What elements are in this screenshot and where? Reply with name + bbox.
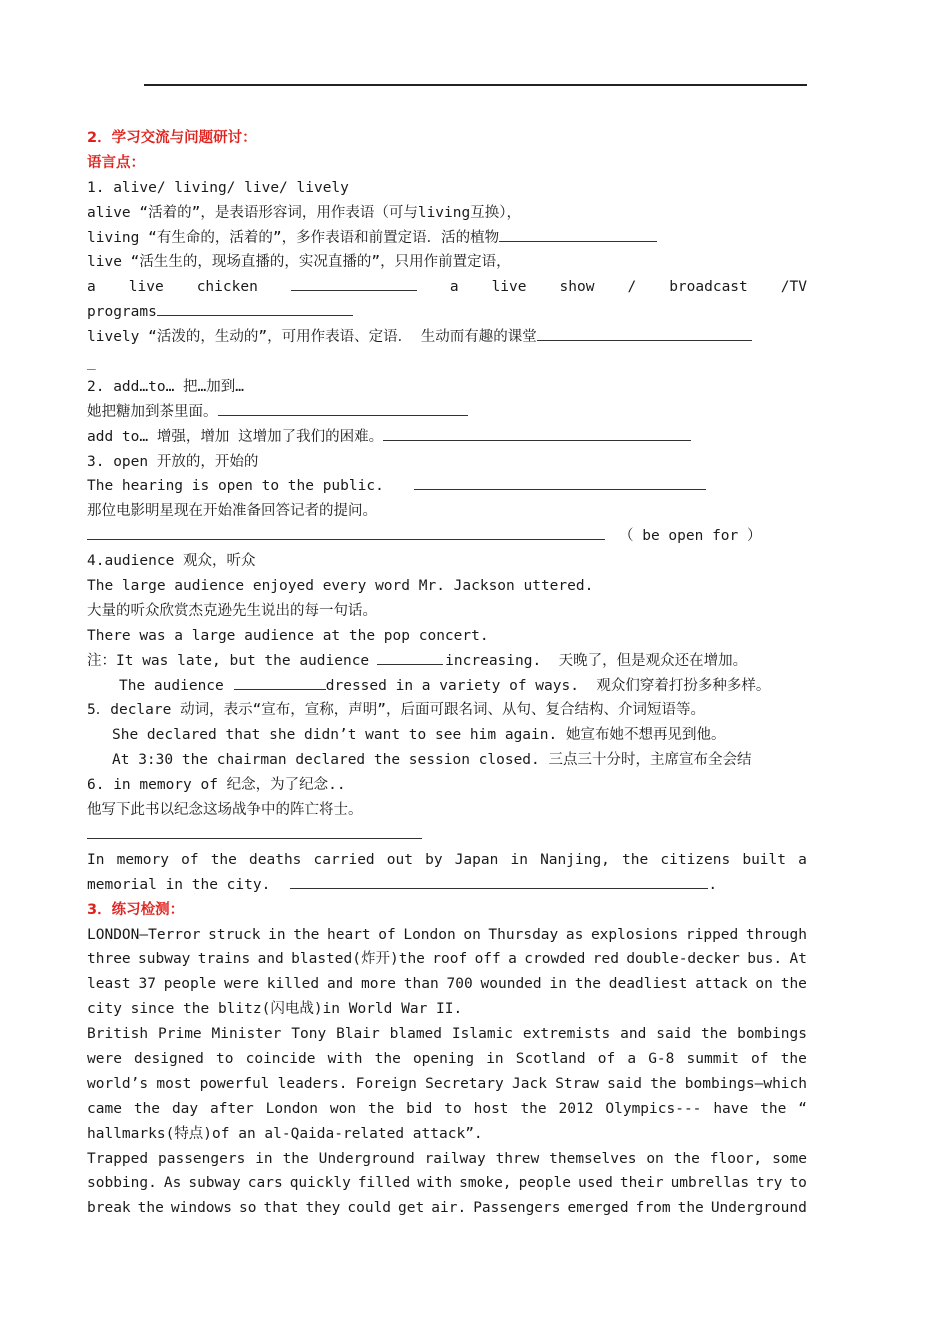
word: ripped — [685, 926, 739, 943]
word: chicken — [196, 279, 258, 296]
word: citizens — [660, 851, 731, 868]
document-body — [87, 126, 807, 1221]
word: windows — [170, 1200, 232, 1217]
sugar-blank[interactable] — [218, 400, 468, 416]
word: air. — [431, 1200, 467, 1217]
section-2-heading: 2．学习交流与问题研讨： — [87, 130, 257, 146]
item-5-title: 5．declare 动词，表示“宣布，宣称，声明”，后面可跟名词、从句、复合结构、介词短语等。 — [87, 702, 706, 719]
word: that — [263, 1200, 299, 1217]
word: live — [491, 279, 527, 296]
word: quickly — [289, 1175, 351, 1192]
living-plant-blank[interactable] — [499, 226, 657, 242]
word: to — [789, 1175, 807, 1192]
movie-star-blank[interactable] — [87, 524, 605, 540]
word: railway — [424, 1150, 486, 1167]
word: Jack — [512, 1075, 547, 1092]
item-4-note2 — [87, 674, 807, 699]
word: attack — [695, 976, 748, 993]
word: leaders. — [277, 1075, 348, 1092]
item-2-addto — [87, 425, 807, 450]
word: Japan — [454, 851, 499, 868]
word: on — [463, 926, 481, 943]
word: the — [574, 976, 601, 993]
word: the — [622, 851, 649, 868]
word: people — [518, 1175, 571, 1192]
word: explosions — [590, 926, 679, 943]
word: / — [627, 279, 637, 296]
word: roof — [432, 951, 468, 968]
item-1-programs — [87, 300, 807, 325]
word: the — [650, 1075, 677, 1092]
word: LONDON—Terror — [87, 926, 201, 943]
word: break — [87, 1200, 131, 1217]
word: threw — [495, 1150, 540, 1167]
passage-line — [87, 947, 807, 972]
word: double-decker — [626, 951, 740, 968]
word: in — [510, 851, 528, 868]
note-text-b: increasing. 天晚了，但是观众还在增加。 — [445, 652, 748, 669]
word: could — [347, 1200, 392, 1217]
word: emerged — [567, 1200, 629, 1217]
sugar-text: 她把糖加到茶里面。 — [87, 403, 218, 420]
word: memory — [116, 851, 169, 868]
word: to — [216, 1050, 234, 1067]
word: used — [577, 1175, 613, 1192]
word: coincide — [245, 1050, 316, 1067]
word: try — [756, 1175, 783, 1192]
word: in — [549, 976, 567, 993]
word: Straw — [555, 1075, 599, 1092]
word: people — [163, 976, 217, 993]
item-4-note — [87, 649, 807, 674]
programs-blank[interactable] — [157, 300, 353, 316]
word: host — [473, 1100, 509, 1117]
passage-line — [87, 972, 807, 997]
note2-text-a: The audience — [119, 677, 224, 694]
item-5-ex2: At 3:30 the chairman declared the session closed. 三点三十分时，主席宣布全会结 — [112, 752, 752, 769]
word: a — [798, 851, 807, 868]
word: the — [282, 1150, 309, 1167]
word: Olympics--- — [605, 1100, 702, 1117]
word: umbrellas — [670, 1175, 750, 1192]
word: the — [368, 1100, 395, 1117]
word: a — [508, 951, 517, 968]
passage-line — [87, 1047, 807, 1072]
word: three — [87, 951, 131, 968]
word: of — [378, 926, 396, 943]
word: filled — [357, 1175, 411, 1192]
word: British — [87, 1026, 149, 1043]
item-6-ex2-end — [87, 873, 807, 898]
word: struck — [208, 926, 261, 943]
addto-text: add to… 增强，增加 这增加了我们的困难。 — [87, 428, 384, 445]
word: with — [417, 1175, 453, 1192]
passage-line: hallmarks(特点)of an al-Qaida-related attack”. — [87, 1125, 483, 1142]
period: . — [708, 876, 718, 893]
word: killed — [266, 976, 320, 993]
word: Trapped — [87, 1150, 149, 1167]
word: and — [620, 1026, 647, 1043]
word: the — [780, 1050, 807, 1067]
word: crowded — [524, 951, 586, 968]
word: on — [755, 976, 773, 993]
audience-increasing-blank[interactable] — [377, 649, 443, 665]
word: extremists — [522, 1026, 611, 1043]
live-chicken-blank[interactable] — [291, 275, 417, 291]
item-1-living — [87, 226, 807, 251]
item-1-title: 1. alive/ living/ live/ lively — [87, 179, 349, 196]
item-2-sugar — [87, 400, 807, 425]
item-6-ex1: 他写下此书以纪念这场战争中的阵亡将士。 — [87, 802, 363, 819]
item-1-continuation: _ — [87, 354, 96, 371]
item-4-ex2: There was a large audience at the pop concert. — [87, 627, 489, 644]
word: most — [156, 1075, 192, 1092]
word: In — [87, 851, 105, 868]
item-3-answer — [87, 524, 807, 549]
passage-line — [87, 1072, 807, 1097]
word: the — [133, 1100, 161, 1117]
word: through — [745, 926, 807, 943]
word: with — [327, 1050, 363, 1067]
note-text-a: 注：It was late, but the audience — [87, 652, 370, 669]
word: as — [565, 926, 584, 943]
item-4-title: 4.audience 观众，听众 — [87, 553, 256, 570]
word: the — [374, 1050, 401, 1067]
word: they — [305, 1200, 341, 1217]
header-rule — [144, 84, 807, 86]
word: the — [760, 1100, 787, 1117]
passage-line — [87, 923, 807, 948]
word: to — [444, 1100, 462, 1117]
word: Underground — [710, 1200, 807, 1217]
word: and — [257, 951, 284, 968]
item-1-live-examples — [87, 275, 807, 300]
word: get — [398, 1200, 425, 1217]
word: sobbing. — [87, 1175, 157, 1192]
word: Minister — [211, 1026, 282, 1043]
word: carried — [313, 851, 375, 868]
word: least — [87, 976, 131, 993]
word: As — [163, 1175, 182, 1192]
passage-line: city since the blitz(闪电战)in World War II. — [87, 1001, 463, 1018]
word: smoke, — [459, 1175, 512, 1192]
word: some — [772, 1150, 807, 1167]
audience-dressed-blank[interactable] — [234, 674, 326, 690]
memorial-blank[interactable] — [290, 873, 708, 889]
item-1-live: live “活生生的，现场直播的，实况直播的”，只用作前置定语， — [87, 254, 511, 271]
word: “ — [798, 1100, 807, 1117]
word: Underground — [318, 1150, 415, 1167]
word: won — [329, 1100, 357, 1117]
word: summit — [686, 1050, 739, 1067]
memorial-text: memorial in the city. — [87, 876, 271, 893]
word: trains — [197, 951, 251, 968]
word: off — [474, 951, 501, 968]
lively-text: lively “活泼的，生动的”，可用作表语、定语． 生动而有趣的课堂 — [87, 329, 537, 346]
item-5-ex1: She declared that she didn’t want to see him again. 她宣布她不想再见到他。 — [112, 727, 726, 744]
word: /TV — [780, 279, 807, 296]
word: wounded — [480, 976, 542, 993]
word: red — [592, 951, 619, 968]
word: have — [713, 1100, 749, 1117]
word: out — [386, 851, 413, 868]
word: by — [425, 851, 443, 868]
reading-passage — [87, 923, 807, 1222]
item-3-movie-star: 那位电影明星现在开始准备回答记者的提问。 — [87, 503, 377, 520]
word: so — [239, 1200, 257, 1217]
word: blasted(炸开)the — [291, 951, 425, 968]
word: came — [87, 1100, 122, 1117]
word: Scotland — [515, 1050, 586, 1067]
word: their — [619, 1175, 664, 1192]
word: blamed — [389, 1026, 443, 1043]
passage-line — [87, 1097, 807, 1122]
item-2-title: 2. add…to… 把…加到… — [87, 378, 244, 395]
passage-line — [87, 1147, 807, 1172]
word: in — [268, 926, 286, 943]
word: than — [403, 976, 439, 993]
word: 2012 — [558, 1100, 594, 1117]
item-4-ex1: The large audience enjoyed every word Mr. Jackson uttered. — [87, 578, 594, 595]
hearing-text: The hearing is open to the public. — [87, 478, 384, 495]
word: floor, — [709, 1150, 763, 1167]
word: were — [224, 976, 259, 993]
word: said — [656, 1026, 692, 1043]
word: in — [486, 1050, 504, 1067]
word: At — [789, 951, 807, 968]
language-points-heading: 语言点： — [87, 154, 145, 171]
word: 37 — [138, 976, 156, 993]
word: day — [171, 1100, 199, 1117]
item-3-title: 3. open 开放的，开始的 — [87, 453, 259, 470]
word: Islamic — [451, 1026, 514, 1043]
word: the — [780, 976, 807, 993]
word: of — [181, 851, 199, 868]
word: the — [210, 851, 237, 868]
word: broadcast — [669, 279, 748, 296]
word: the — [137, 1200, 164, 1217]
item-4-ex1-cn: 大量的听众欣赏杰克逊先生说出的每一句话。 — [87, 602, 377, 619]
word: the — [520, 1100, 547, 1117]
word: deadliest — [608, 976, 688, 993]
word: subway — [188, 1175, 241, 1192]
word: bus. — [747, 951, 783, 968]
word: London — [265, 1100, 318, 1117]
item-1-lively — [87, 325, 807, 350]
word: Thursday — [488, 926, 559, 943]
difficulty-blank[interactable] — [383, 425, 691, 441]
item-6-ex2 — [87, 848, 807, 873]
word: of — [597, 1050, 616, 1067]
word: a — [87, 279, 96, 296]
word: deaths — [249, 851, 302, 868]
passage-line — [87, 1022, 807, 1047]
word: Tony — [291, 1026, 327, 1043]
word: from — [635, 1200, 671, 1217]
item-1-alive: alive “活着的”，是表语形容词，用作表语（可与living互换）， — [87, 204, 521, 221]
item-6-blank-line — [87, 823, 807, 848]
word: Blair — [336, 1026, 380, 1043]
programs-text: programs — [87, 304, 157, 321]
section-3-heading: 3．练习检测： — [87, 901, 185, 918]
word: Prime — [158, 1026, 202, 1043]
passage-line — [87, 1171, 807, 1196]
word: the — [701, 1026, 728, 1043]
lively-class-blank[interactable] — [537, 325, 752, 341]
word: live — [128, 279, 164, 296]
word: themselves — [549, 1150, 637, 1167]
word: in — [255, 1150, 273, 1167]
word: bombings—which — [684, 1075, 807, 1092]
word: subway — [138, 951, 191, 968]
word: world’s — [87, 1075, 149, 1092]
word: of — [751, 1050, 769, 1067]
word: powerful — [199, 1075, 270, 1092]
item-6-title: 6. in memory of 纪念，为了纪念.. — [87, 777, 346, 794]
word: Foreign — [355, 1075, 417, 1092]
word: London — [403, 926, 456, 943]
living-text: living “有生命的，活着的”，多作表语和前置定语．活的植物 — [87, 229, 500, 246]
note2-text-b: dressed in a variety of ways. 观众们穿着打扮多种多样。 — [325, 677, 771, 694]
word: cars — [247, 1175, 283, 1192]
word: the — [673, 1150, 700, 1167]
word: a — [627, 1050, 637, 1067]
word: opening — [412, 1050, 475, 1067]
word: and — [326, 976, 354, 993]
word: built — [742, 851, 786, 868]
hearing-blank[interactable] — [414, 474, 706, 490]
word: designed — [134, 1050, 204, 1067]
word: heart — [327, 926, 371, 943]
word: bombings — [737, 1026, 807, 1043]
word: the — [677, 1200, 704, 1217]
word: more — [361, 976, 396, 993]
word: show — [559, 279, 595, 296]
book-translation-blank[interactable] — [87, 823, 422, 839]
word: Secretary — [425, 1075, 504, 1092]
word: said — [607, 1075, 643, 1092]
word: G-8 — [648, 1050, 675, 1067]
word: were — [87, 1050, 122, 1067]
word: 700 — [446, 976, 473, 993]
word: Passengers — [473, 1200, 561, 1217]
passage-line — [87, 1196, 807, 1221]
word: passengers — [158, 1150, 246, 1167]
word: Nanjing, — [540, 851, 610, 868]
word: the — [293, 926, 320, 943]
open-for-hint: （ be open for ） — [619, 528, 762, 545]
word: a — [449, 279, 459, 296]
word: on — [646, 1150, 664, 1167]
word: bid — [406, 1100, 433, 1117]
item-3-hearing — [87, 474, 807, 499]
word: after — [210, 1100, 254, 1117]
